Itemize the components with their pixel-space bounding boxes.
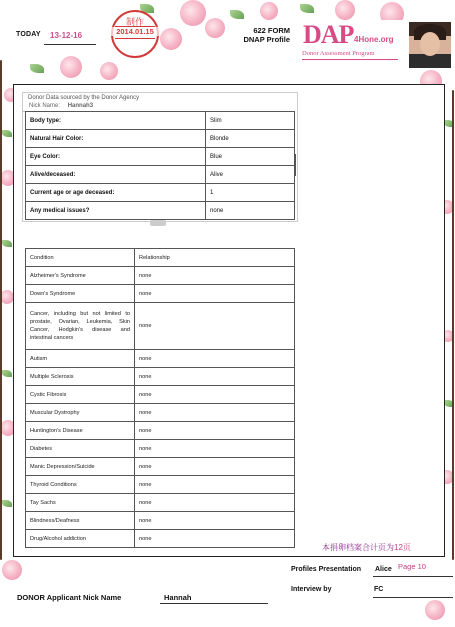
donor-nickname-label: DONOR Applicant Nick Name: [17, 593, 122, 602]
medical-history-table: [25, 248, 295, 548]
condition-cell: Multiple Sclerosis: [26, 368, 135, 386]
relationship-cell: none: [135, 476, 295, 494]
table-row: [26, 422, 295, 440]
condition-cell: Huntington's Disease: [26, 422, 135, 440]
form-title: [226, 26, 290, 44]
condition-cell: Down's Syndrome: [26, 285, 135, 303]
table-row: [26, 112, 295, 130]
profiles-presentation-label: Profiles Presentation: [291, 566, 362, 573]
dap-logo-text: DAP: [303, 20, 354, 49]
card-heading: Donor Data sourced by the Donor Agency: [28, 95, 140, 101]
basics-table: [25, 111, 295, 220]
condition-cell: Muscular Dystrophy: [26, 404, 135, 422]
nick-value: Hannah3: [67, 103, 94, 109]
today-label: TODAY: [16, 31, 41, 38]
basics-label: Natural Hair Color:: [26, 130, 206, 148]
nick-label: Nick Name:: [29, 103, 61, 109]
relationship-cell: none: [135, 530, 295, 548]
stamp-date: 2014.01.15: [111, 27, 159, 36]
relationship-cell: none: [135, 267, 295, 285]
column-header-relationship: Relationship: [135, 249, 295, 267]
table-row: [26, 440, 295, 458]
basics-label: Alive/deceased:: [26, 166, 206, 184]
card-nickname: [29, 103, 93, 109]
condition-cell: Alzheimer's Syndrome: [26, 267, 135, 285]
table-row: [26, 184, 295, 202]
table-row: [26, 512, 295, 530]
avatar: [409, 22, 451, 68]
basics-value: Alive: [206, 166, 295, 184]
basics-value: none: [206, 202, 295, 220]
profiles-presentation-value: Alice: [375, 566, 392, 573]
stamp-top-text: 制作: [125, 17, 144, 27]
form-title-line1: 622 FORM: [253, 26, 290, 35]
basics-label: Body type:: [26, 112, 206, 130]
dap-logo: [297, 20, 407, 70]
page-count-prefix: 本捐卵档案合计页为: [322, 543, 394, 552]
table-row: [26, 166, 295, 184]
table-row: [26, 476, 295, 494]
dap-logo-url: 4Hone.org: [354, 35, 394, 44]
condition-cell: Drug/Alcohol addiction: [26, 530, 135, 548]
relationship-cell: none: [135, 303, 295, 350]
scrollbar[interactable]: [294, 154, 296, 176]
today-underline: [44, 44, 96, 45]
table-row: [26, 368, 295, 386]
table-row: [26, 494, 295, 512]
condition-cell: Thyroid Conditions: [26, 476, 135, 494]
relationship-cell: none: [135, 386, 295, 404]
relationship-cell: none: [135, 512, 295, 530]
table-row: [26, 267, 295, 285]
relationship-cell: none: [135, 422, 295, 440]
condition-cell: Diabetes: [26, 440, 135, 458]
basics-value: Blue: [206, 148, 295, 166]
condition-cell: Autism: [26, 350, 135, 368]
basics-value: Blonde: [206, 130, 295, 148]
condition-cell: Manic Depression/Suicide: [26, 458, 135, 476]
basics-label: Eye Color:: [26, 148, 206, 166]
form-title-line2: DNAP Profile: [243, 35, 290, 44]
relationship-cell: none: [135, 368, 295, 386]
donor-nickname-value: Hannah: [164, 593, 192, 602]
scroll-handle[interactable]: [150, 220, 166, 226]
table-header-row: [26, 249, 295, 267]
basics-label: Any medical issues?: [26, 202, 206, 220]
interview-value: FC: [374, 586, 384, 593]
relationship-cell: none: [135, 350, 295, 368]
table-row: [26, 458, 295, 476]
relationship-cell: none: [135, 440, 295, 458]
interview-label: Interview by: [291, 586, 332, 593]
condition-cell: Tay Sachs: [26, 494, 135, 512]
dap-logo-subtitle: Donor Assessment Program: [302, 50, 375, 57]
table-row: [26, 285, 295, 303]
table-row: [26, 202, 295, 220]
relationship-cell: none: [135, 285, 295, 303]
basics-value: 1: [206, 184, 295, 202]
relationship-cell: none: [135, 458, 295, 476]
table-row: [26, 130, 295, 148]
condition-cell: Cancer, including but not limited to prostate, Ovarian, Leukemia, Skin Cancer, Hodgkin's disease and intestinal cancers: [26, 303, 135, 350]
page-number: Page 10: [398, 562, 426, 571]
production-stamp: [111, 10, 159, 58]
relationship-cell: none: [135, 494, 295, 512]
table-row: [26, 148, 295, 166]
condition-cell: Blindness/Deafness: [26, 512, 135, 530]
today-date: 13-12-16: [50, 31, 83, 40]
table-row: [26, 530, 295, 548]
page-count-value: 12页: [394, 543, 411, 552]
column-header-condition: Condition: [26, 249, 135, 267]
basics-value: Slim: [206, 112, 295, 130]
table-row: [26, 386, 295, 404]
basics-label: Current age or age deceased:: [26, 184, 206, 202]
table-row: [26, 350, 295, 368]
condition-cell: Cystic Fibrosis: [26, 386, 135, 404]
table-row: [26, 404, 295, 422]
table-row: [26, 303, 295, 350]
page-count-note: [322, 542, 411, 553]
relationship-cell: none: [135, 404, 295, 422]
